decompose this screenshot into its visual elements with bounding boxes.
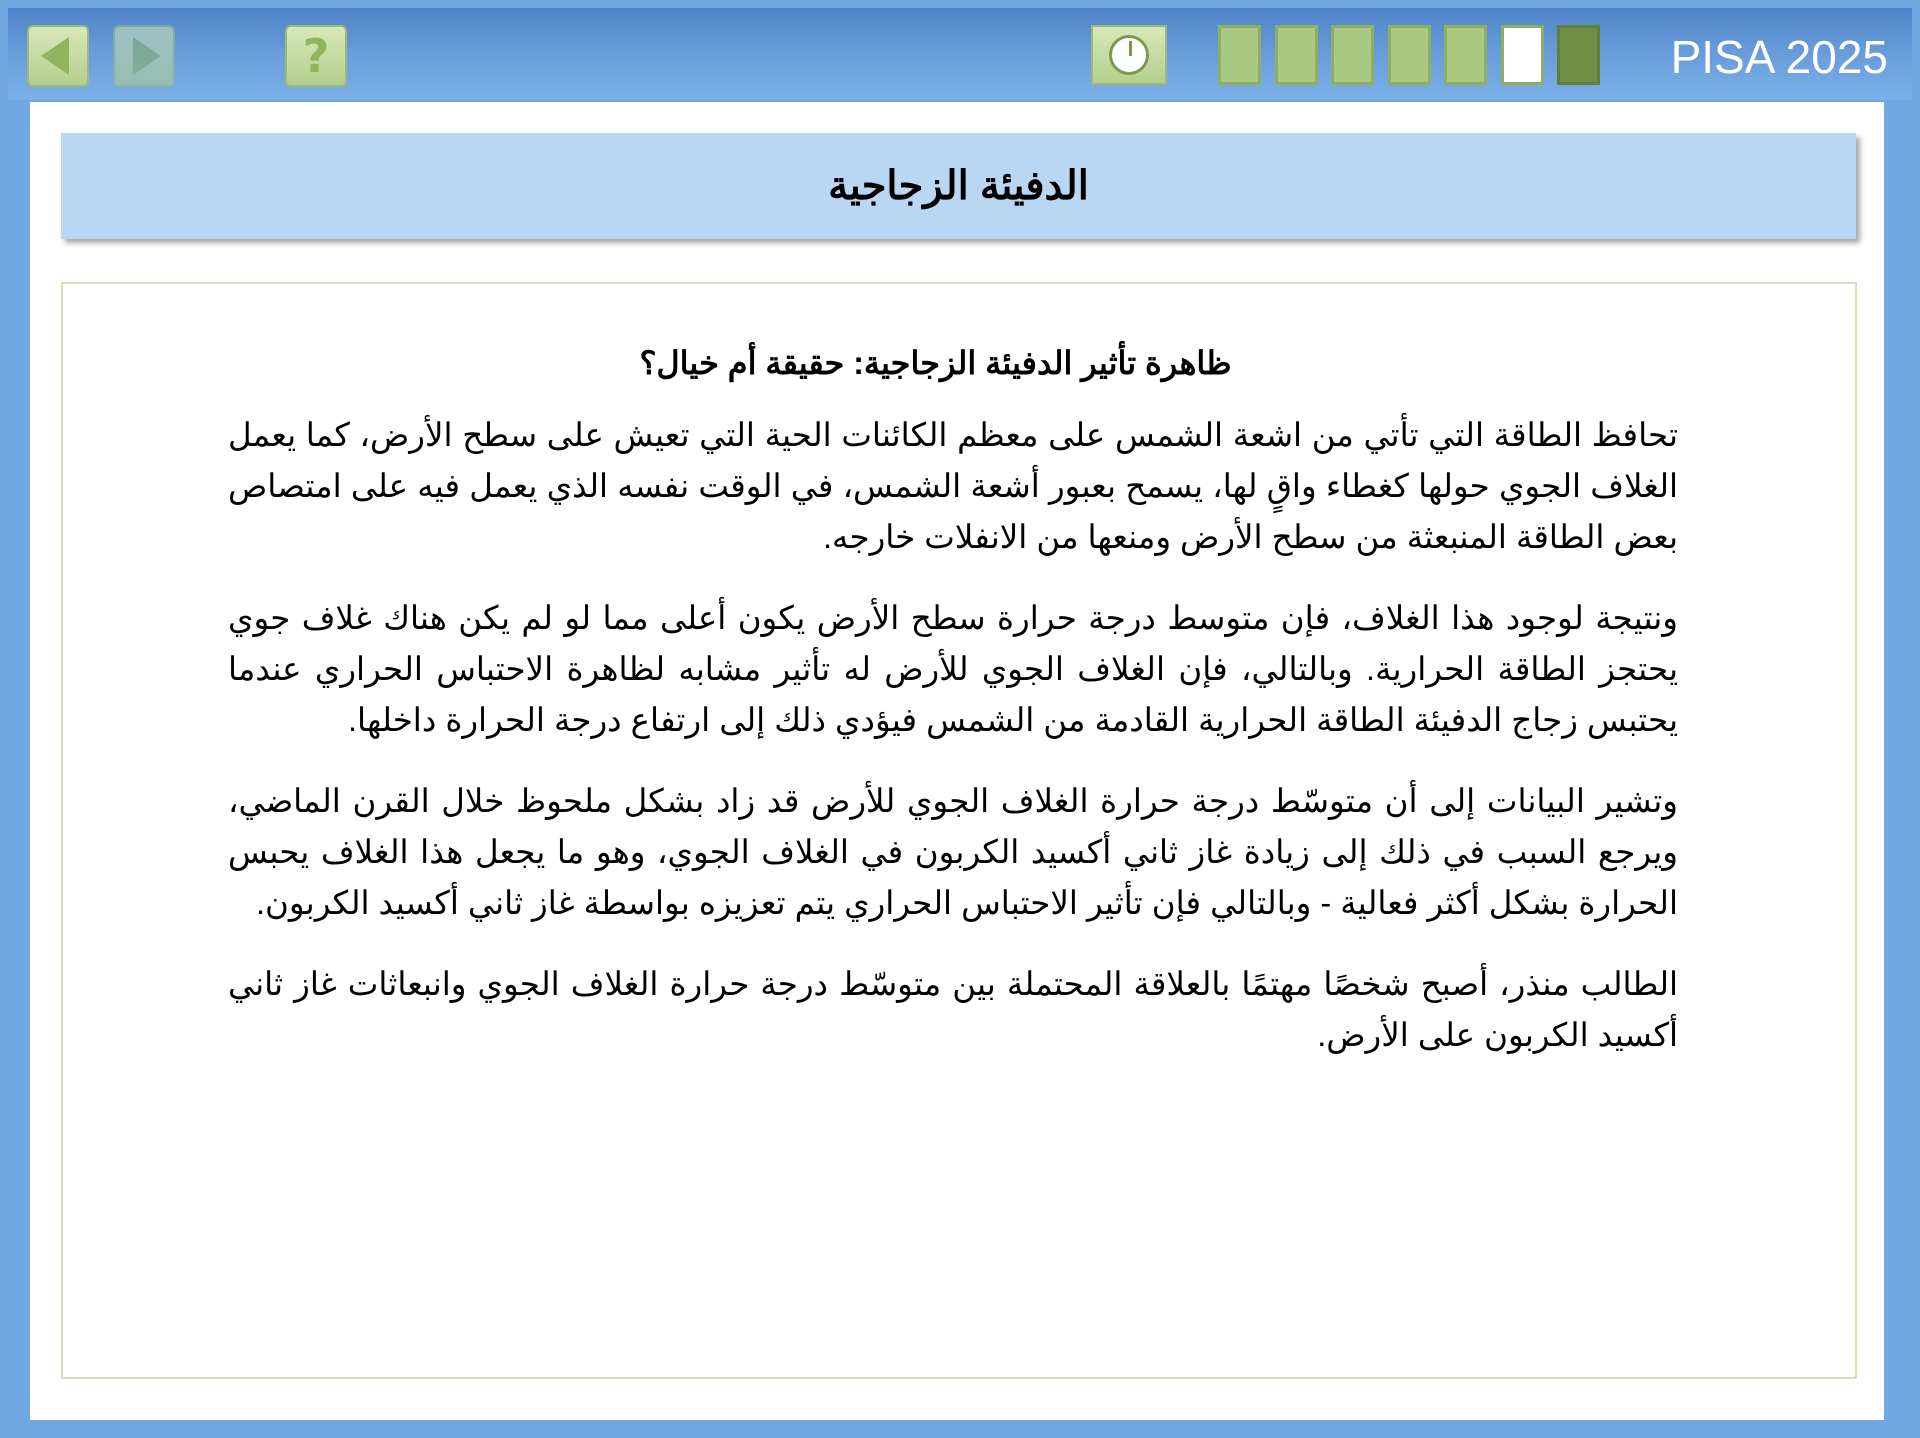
paragraph: الطالب منذر، أصبح شخصًا مهتمًا بالعلاقة المحتملة بين متوسّط درجة حرارة الغلاف الجوي وانبعاثات غاز ثاني أكسيد الكربون على الأرض. [228, 966, 1678, 1053]
timer-button[interactable] [1091, 25, 1167, 85]
progress-step [1557, 25, 1600, 85]
progress-step [1444, 25, 1487, 85]
arrow-right-icon [133, 37, 161, 75]
progress-step [1331, 25, 1374, 85]
clock-icon [1109, 35, 1149, 75]
paragraph: وتشير البيانات إلى أن متوسّط درجة حرارة الغلاف الجوي للأرض قد زاد بشكل ملحوظ خلال القرن الماضي، ويرجع السبب في ذلك إلى زيادة غاز ثاني أكسيد الكربون في الغلاف الجوي، وهو ما يجعل هذا الغلاف يحبس الحرارة بشكل أكثر فعالية - وبالتالي فإن تأثير الاحتباس الحراري يتم تعزيزه بواسطة غاز ثاني أكسيد الكربون. [228, 783, 1678, 921]
article-heading: ظاهرة تأثير الدفيئة الزجاجية: حقيقة أم خيال؟ [639, 345, 1232, 381]
paragraph: تحافظ الطاقة التي تأتي من اشعة الشمس على معظم الكائنات الحية التي تعيش على سطح الأرض، كما يعمل الغلاف الجوي حولها كغطاء واقٍ لها، يسمح بعبور أشعة الشمس، في الوقت نفسه الذي يعمل فيه على امتصاص بعض الطاقة المنبعثة من سطح الأرض ومنعها من الانفلات خارجه. [228, 417, 1678, 555]
article [228, 339, 1678, 1091]
text-panel [61, 282, 1857, 1379]
progress-step [1218, 25, 1261, 85]
forward-button[interactable] [113, 25, 175, 87]
progress-step [1275, 25, 1318, 85]
page-title: الدفيئة الزجاجية [828, 164, 1089, 208]
help-icon: ? [302, 29, 330, 83]
paragraph: ونتيجة لوجود هذا الغلاف، فإن متوسط درجة حرارة سطح الأرض يكون أعلى مما لو لم يكن هناك غلاف جوي يحتجز الطاقة الحرارية. وبالتالي، فإن الغلاف الجوي للأرض له تأثير مشابه لظاهرة الاحتباس الحراري عندما يحتبس زجاج الدفيئة الطاقة الحرارية القادمة من الشمس فيؤدي ذلك إلى ارتفاع درجة الحرارة داخلها. [228, 600, 1678, 738]
arrow-left-icon [41, 37, 69, 75]
brand-logo-text: PISA 2025 [1670, 31, 1888, 83]
progress-step [1501, 25, 1544, 85]
help-button[interactable] [285, 25, 347, 87]
content-area [30, 102, 1884, 1420]
progress-step [1388, 25, 1431, 85]
top-toolbar [8, 8, 1912, 100]
title-bar [61, 133, 1856, 239]
back-button[interactable] [27, 25, 89, 87]
